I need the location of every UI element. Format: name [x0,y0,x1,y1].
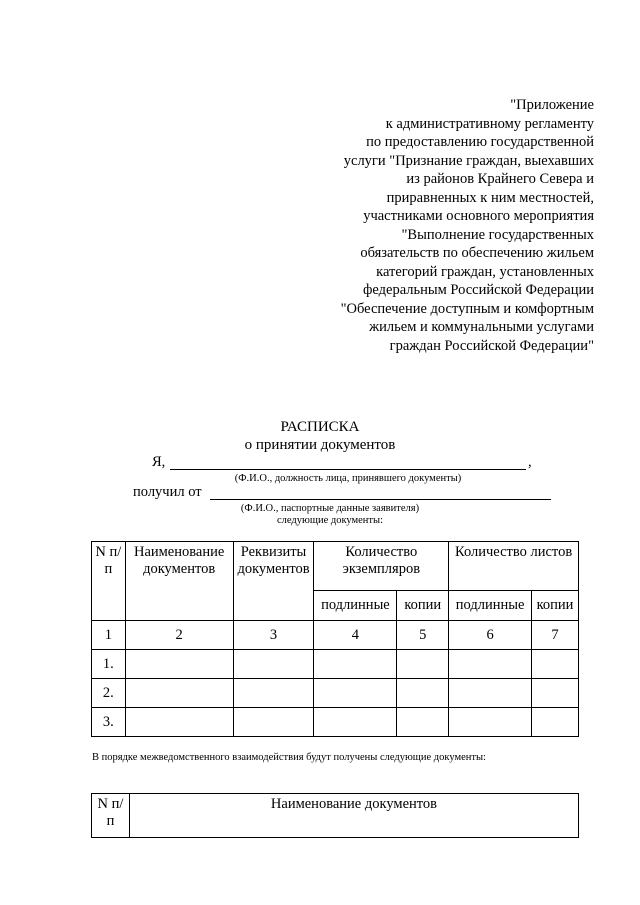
header-num: N п/п [92,794,130,838]
row-number: 3. [92,708,126,737]
cell-empty[interactable] [125,650,233,679]
header-sheets: Количество листов [449,542,579,591]
cell-empty[interactable] [397,650,449,679]
interagency-table [91,793,579,838]
sub-original-sheets: подлинные [449,591,532,621]
following-label: следующие документы: [277,515,383,526]
col-number: 4 [314,621,397,650]
sub-copies-sheets: копии [532,591,579,621]
cell-empty[interactable] [532,708,579,737]
staff-hint: (Ф.И.О., должность лица, принявшего документы) [234,473,462,484]
appendix-line: "Приложение [510,97,594,113]
cell-empty[interactable] [233,708,314,737]
appendix-line: "Обеспечение доступным и комфортным [340,300,594,317]
cell-empty[interactable] [449,679,532,708]
cell-empty[interactable] [449,708,532,737]
appendix-line: категорий граждан, установленных [376,263,594,280]
sub-original-copies: подлинные [314,591,397,621]
header-name: Наименование документов [125,542,233,621]
appendix-line: участниками основного мероприятия [363,208,594,224]
i-label: Я, [152,454,166,470]
row-number: 2. [92,679,126,708]
header-name: Наименование документов [129,794,578,838]
col-number: 7 [532,621,579,650]
col-number: 3 [233,621,314,650]
appendix-line: из районов Крайнего Севера и [406,171,594,187]
cell-empty[interactable] [314,650,397,679]
row-number: 1. [92,650,126,679]
col-number: 1 [92,621,126,650]
cell-empty[interactable] [449,650,532,679]
table-row [92,708,579,737]
appendix-line: обязательств по обеспечению жильем [360,245,594,261]
cell-empty[interactable] [532,679,579,708]
receipt-title: РАСПИСКА [280,419,360,435]
receipt-subtitle: о принятии документов [244,437,396,453]
appendix-line: "Выполнение государственных [401,226,594,243]
documents-table [91,541,579,737]
cell-empty[interactable] [314,708,397,737]
appendix-line: к административному регламенту [385,115,594,132]
cell-empty[interactable] [233,679,314,708]
col-number: 5 [397,621,449,650]
appendix-line: по предоставлению государственной [366,134,594,150]
col-number: 6 [449,621,532,650]
appendix-line: приравненных к ним местностей, [386,189,594,206]
appendix-header [294,96,594,355]
col-number: 2 [125,621,233,650]
header-num: N п/п [92,542,126,621]
header-copies: Количество экземпляров [314,542,449,591]
appendix-line: граждан Российской Федерации" [389,337,594,354]
appendix-line: услуги "Признание граждан, выехавших [343,152,594,169]
interagency-note: В порядке межведомственного взаимодействия будут получены следующие документы: [92,752,486,763]
cell-empty[interactable] [314,679,397,708]
cell-empty[interactable] [532,650,579,679]
cell-empty[interactable] [125,679,233,708]
table-row [92,650,579,679]
appendix-line: жильем и коммунальными услугами [369,319,594,335]
applicant-name-line[interactable] [210,499,551,500]
applicant-hint: (Ф.И.О., паспортные данные заявителя) [240,503,420,514]
received-label: получил от [133,484,202,500]
cell-empty[interactable] [397,708,449,737]
cell-empty[interactable] [397,679,449,708]
table-row [92,679,579,708]
cell-empty[interactable] [233,650,314,679]
staff-name-line[interactable] [170,469,526,470]
header-requisites: Реквизиты документов [233,542,314,621]
appendix-line: федеральным Российской Федерации [363,282,594,298]
sub-copies-copies: копии [397,591,449,621]
cell-empty[interactable] [125,708,233,737]
i-tail: , [528,454,532,470]
